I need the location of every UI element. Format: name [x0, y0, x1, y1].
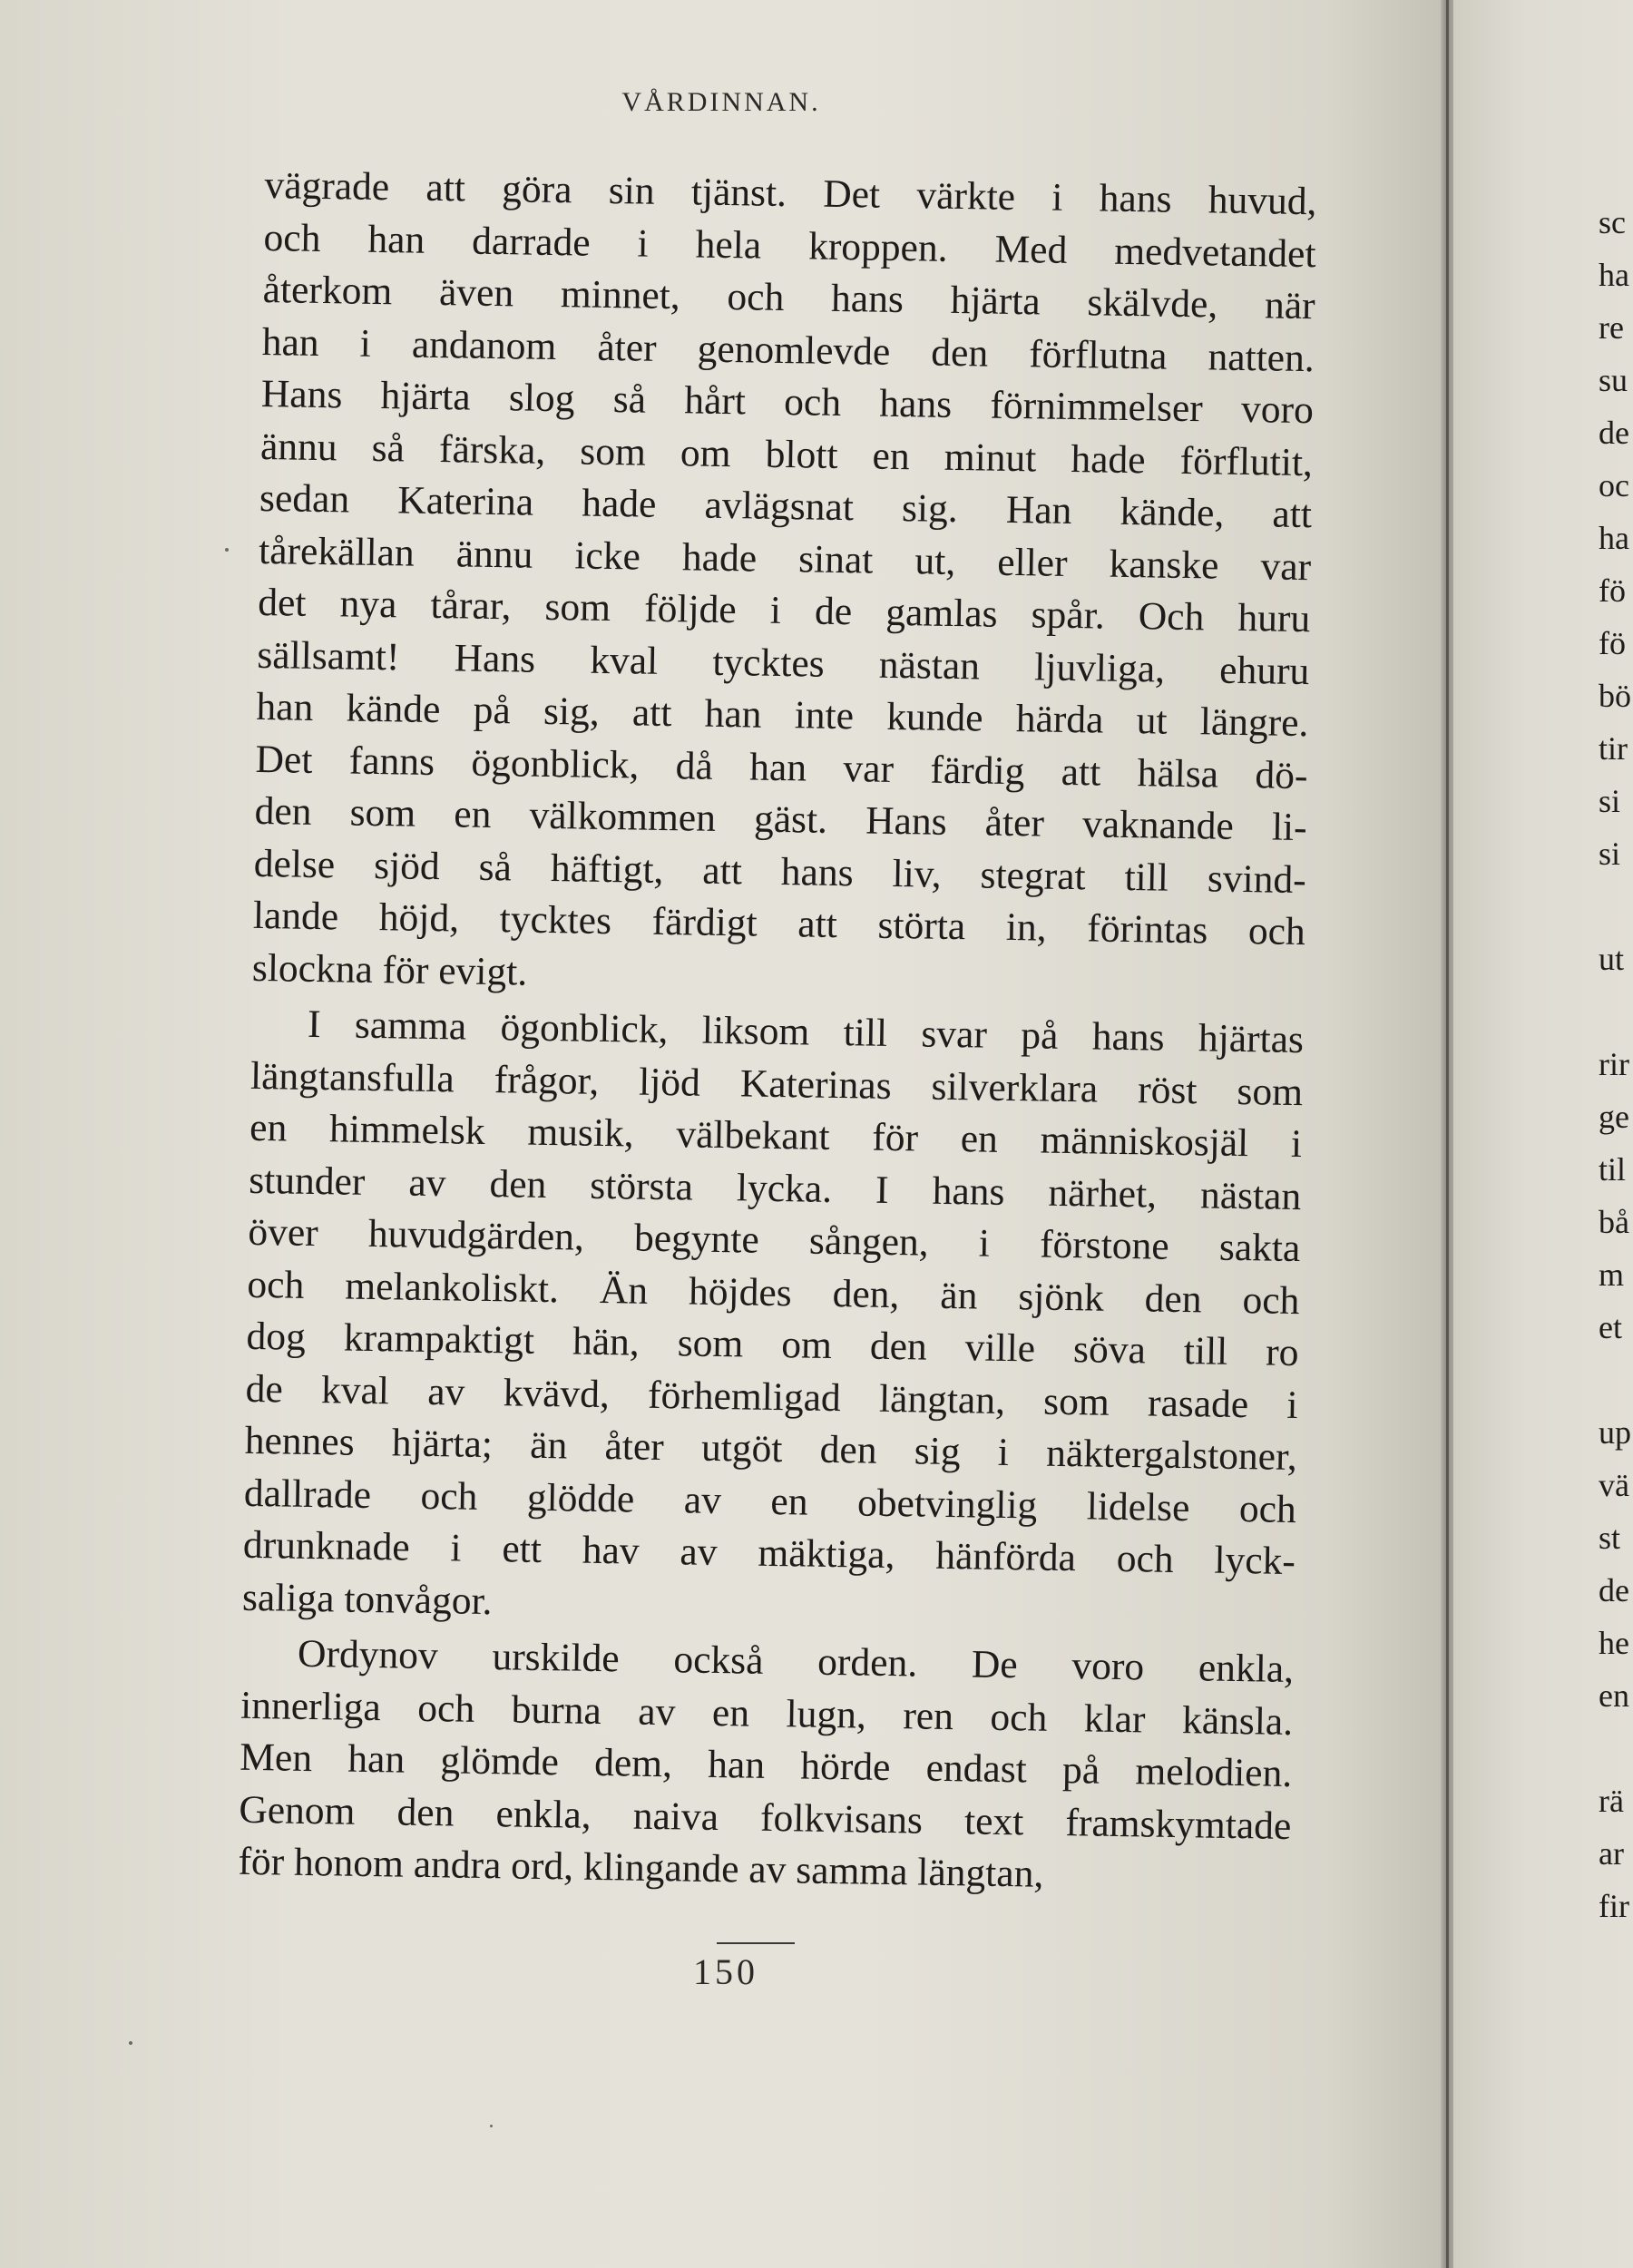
text-line: Genom den enkla, naiva folkvisans text framskymtade: [239, 1787, 1292, 1848]
facing-line-fragment: et: [1599, 1309, 1622, 1345]
facing-line-fragment: tir: [1599, 730, 1628, 767]
facing-line-fragment: up: [1599, 1414, 1631, 1451]
facing-line-fragment: til: [1599, 1151, 1627, 1188]
text-line: stunder av den största lycka. I hans närhet, nästan: [248, 1158, 1302, 1218]
text-line: han kände på sig, att han inte kunde härda ut längre.: [256, 684, 1309, 746]
facing-line-fragment: su: [1599, 362, 1628, 398]
facing-line-gap: [1599, 1354, 1633, 1406]
text-line: dog krampaktigt hän, som om den ville söva till ro: [246, 1314, 1299, 1375]
facing-line-fragment: en: [1599, 1677, 1629, 1714]
text-line: för honom andra ord, klingande av samma längtan,: [238, 1839, 1044, 1896]
text-line: den som en välkommen gäst. Hans åter vaknande li-: [254, 788, 1307, 850]
folio-rule: [717, 1942, 795, 1944]
running-title: VÅRDINNAN.: [621, 87, 821, 117]
text-line: Det fanns ögonblick, då han var färdig att hälsa dö-: [255, 737, 1308, 797]
text-line: Hans hjärta slog så hårt och hans förnimmelser voro: [260, 371, 1315, 433]
facing-line-fragment: de: [1599, 1572, 1629, 1608]
facing-line-fragment: rir: [1599, 1046, 1629, 1082]
facing-line-fragment: oc: [1599, 467, 1629, 503]
paragraph: [252, 160, 1317, 1011]
text-line: Ordynov urskilde också orden. De voro enkla,: [297, 1631, 1295, 1692]
facing-line-fragment: ar: [1599, 1835, 1624, 1872]
facing-line-fragment: rä: [1599, 1783, 1624, 1819]
text-line: sällsamt! Hans kval tycktes nästan ljuvliga, ehuru: [257, 632, 1310, 693]
text-line: ännu så färska, som om blott en minut hade förflutit,: [259, 424, 1314, 484]
facing-line-fragment: bö: [1599, 678, 1631, 714]
text-line: drunknade i ett hav av mäktiga, hänförda och lyck-: [242, 1522, 1296, 1584]
facing-line-fragment: sc: [1599, 204, 1626, 240]
facing-line-gap: [1599, 880, 1633, 933]
text-line: och melankoliskt. Än höjdes den, än sjönk den och: [247, 1262, 1300, 1323]
facing-line-fragment: re: [1599, 309, 1624, 346]
facing-line-gap: [1599, 985, 1633, 1038]
text-line: vägrade att göra sin tjänst. Det värkte i hans huvud,: [264, 162, 1317, 224]
facing-line-fragment: ha: [1599, 257, 1629, 293]
text-line: dallrade och glödde av en obetvinglig lidelse och: [243, 1471, 1297, 1531]
body-text: [238, 160, 1317, 1904]
text-line: tårekällan ännu icke hade sinat ut, eller kanske var: [258, 528, 1312, 589]
facing-line-gap: [1599, 1722, 1633, 1774]
text-line: de kval av kvävd, förhemligad längtan, som rasade i: [245, 1366, 1298, 1427]
facing-line-fragment: m: [1599, 1256, 1625, 1293]
facing-line-fragment: de: [1599, 415, 1629, 451]
facing-line-fragment: st: [1599, 1520, 1621, 1556]
text-line: lande höjd, tycktes färdigt att störta in, förintas och: [252, 893, 1306, 954]
text-line: I samma ögonblick, liksom till svar på hans hjärtas: [307, 1002, 1305, 1062]
text-line: innerliga och burna av en lugn, ren och klar känsla.: [240, 1683, 1294, 1744]
text-line: saliga tonvågor.: [241, 1575, 493, 1623]
facing-line-fragment: si: [1599, 836, 1621, 872]
paragraph: [238, 1628, 1294, 1905]
paper-speck: [225, 548, 229, 552]
text-line: han i andanom åter genomlevde den förflutna natten.: [261, 319, 1315, 380]
text-line: och han darrade i hela kroppen. Med medvetandet: [263, 215, 1316, 276]
facing-page-text: [1599, 196, 1633, 1932]
facing-line-fragment: fö: [1599, 572, 1626, 609]
facing-line-fragment: si: [1599, 783, 1621, 819]
gutter-shadow-line: [1446, 0, 1449, 2268]
page-number: 150: [693, 1951, 758, 1992]
paper-speck: [129, 2041, 132, 2045]
text-line: slockna för evigt.: [251, 945, 528, 994]
paper-speck: [490, 2125, 493, 2127]
text-line: en himmelsk musik, välbekant för en människosjäl i: [249, 1105, 1303, 1167]
facing-line-fragment: ha: [1599, 520, 1629, 556]
facing-line-fragment: ge: [1599, 1099, 1629, 1135]
facing-line-fragment: bå: [1599, 1204, 1629, 1240]
facing-line-fragment: ut: [1599, 941, 1625, 977]
text-line: det nya tårar, som följde i de gamlas spår. Och huru: [257, 580, 1311, 641]
facing-line-fragment: fö: [1599, 625, 1626, 661]
text-line: över huvudgärden, begynte sången, i förstone sakta: [248, 1209, 1301, 1271]
text-line: hennes hjärta; än åter utgöt den sig i näktergalstoner,: [244, 1418, 1298, 1480]
text-line: återkom även minnet, och hans hjärta skälvde, när: [262, 267, 1315, 328]
facing-line-fragment: he: [1599, 1625, 1629, 1661]
facing-line-fragment: vä: [1599, 1467, 1629, 1503]
text-line: delse sjöd så häftigt, att hans liv, stegrat till svind-: [253, 841, 1307, 902]
text-line: sedan Katerina hade avlägsnat sig. Han kände, att: [259, 475, 1313, 537]
paragraph: [242, 998, 1305, 1640]
text-line: Men han glömde dem, han hörde endast på melodien.: [239, 1735, 1293, 1796]
facing-line-fragment: fir: [1599, 1888, 1629, 1924]
facing-page: [1453, 0, 1633, 2268]
text-line: längtansfulla frågor, ljöd Katerinas silverklara röst som: [249, 1053, 1304, 1114]
